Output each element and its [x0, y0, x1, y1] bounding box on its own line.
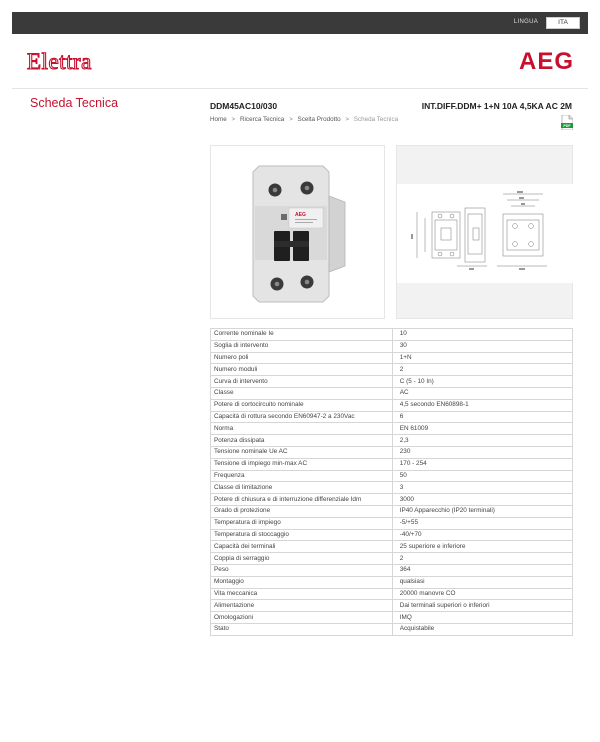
header-divider — [12, 88, 588, 89]
spec-name: Temperatura di impiego — [211, 517, 393, 529]
table-row — [211, 411, 573, 423]
spec-name: Corrente nominale Ie — [211, 329, 393, 341]
spec-value: 230 — [392, 446, 572, 458]
spec-value: 170 - 254 — [392, 458, 572, 470]
table-row — [211, 470, 573, 482]
breadcrumb-home[interactable]: Home — [210, 116, 227, 123]
spec-value: AC — [392, 387, 572, 399]
language-select[interactable]: ITA — [546, 17, 580, 29]
spec-name: Capacità di rottura secondo EN60947-2 a 230Vac — [211, 411, 393, 423]
spec-value: 1+N — [392, 352, 572, 364]
elettra-logo-text: Elettra — [27, 49, 92, 74]
breadcrumb-separator: > — [289, 116, 293, 123]
specs-table — [210, 328, 573, 636]
section-title: Scheda Tecnica — [30, 96, 119, 110]
spec-name: Potere di cortocircuito nominale — [211, 399, 393, 411]
spec-name: Curva di intervento — [211, 376, 393, 388]
spec-name: Norma — [211, 423, 393, 435]
table-row — [211, 588, 573, 600]
spec-name: Peso — [211, 564, 393, 576]
spec-value: 2 — [392, 364, 572, 376]
spec-value: qualsiasi — [392, 576, 572, 588]
table-row — [211, 458, 573, 470]
table-row — [211, 482, 573, 494]
breadcrumb-separator: > — [345, 116, 350, 123]
table-row — [211, 435, 573, 447]
spec-name: Coppia di serraggio — [211, 553, 393, 565]
table-row — [211, 576, 573, 588]
table-row — [211, 494, 573, 506]
spec-name: Alimentazione — [211, 600, 393, 612]
table-row — [211, 517, 573, 529]
spec-value: Dai terminali superiori o inferiori — [392, 600, 572, 612]
spec-value: IP40 Apparecchio (IP20 terminali) — [392, 505, 572, 517]
spec-name: Temperatura di stoccaggio — [211, 529, 393, 541]
spec-value: 25 superiore e inferiore — [392, 541, 572, 553]
table-row — [211, 541, 573, 553]
language-label: LINGUA — [513, 19, 538, 25]
spec-value: 2,3 — [392, 435, 572, 447]
table-row — [211, 564, 573, 576]
product-description: INT.DIFF.DDM+ 1+N 10A 4,5KA AC 2M — [421, 101, 572, 111]
breadcrumb — [210, 116, 401, 123]
spec-value: C (5 - 10 In) — [392, 376, 572, 388]
table-row — [211, 505, 573, 517]
spec-name: Soglia di intervento — [211, 340, 393, 352]
svg-text:PDF: PDF — [563, 124, 571, 128]
table-row — [211, 553, 573, 565]
spec-value: -5/+55 — [392, 517, 572, 529]
spec-value: 2 — [392, 553, 572, 565]
spec-value: 50 — [392, 470, 572, 482]
table-row — [211, 446, 573, 458]
spec-name: Stato — [211, 623, 393, 635]
spec-value: 30 — [392, 340, 572, 352]
table-row — [211, 612, 573, 624]
table-row — [211, 600, 573, 612]
spec-name: Tensione nominale Ue AC — [211, 446, 393, 458]
table-row — [211, 340, 573, 352]
spec-name: Vita meccanica — [211, 588, 393, 600]
spec-name: Tensione di impiego min-max AC — [211, 458, 393, 470]
spec-value: -40/+70 — [392, 529, 572, 541]
dimension-drawing-svg — [397, 184, 574, 283]
spec-name: Omologazioni — [211, 612, 393, 624]
spec-name: Capacità dei terminali — [211, 541, 393, 553]
table-row — [211, 623, 573, 635]
spec-name: Numero poli — [211, 352, 393, 364]
spec-name: Classe — [211, 387, 393, 399]
table-row — [211, 399, 573, 411]
top-bar — [12, 12, 588, 34]
spec-value: IMQ — [392, 612, 572, 624]
spec-value: Acquistabile — [392, 623, 572, 635]
breaker-illustration — [211, 146, 386, 320]
pdf-download-icon[interactable] — [561, 115, 573, 130]
spec-name: Potere di chiusura e di interruzione differenziale Idm — [211, 494, 393, 506]
table-row — [211, 329, 573, 341]
breadcrumb-separator: > — [231, 116, 236, 123]
spec-value: 3 — [392, 482, 572, 494]
spec-value: 6 — [392, 411, 572, 423]
spec-value: 20000 manovre CO — [392, 588, 572, 600]
product-code: DDM45AC10/030 — [210, 101, 278, 111]
table-row — [211, 352, 573, 364]
spec-value: 4,5 secondo EN60898-1 — [392, 399, 572, 411]
spec-value: 364 — [392, 564, 572, 576]
spec-value: 3000 — [392, 494, 572, 506]
spec-name: Numero moduli — [211, 364, 393, 376]
spec-name: Classe di limitazione — [211, 482, 393, 494]
breaker-aeg-label: AEG — [295, 212, 306, 218]
table-row — [211, 423, 573, 435]
spec-name: Montaggio — [211, 576, 393, 588]
spec-name: Potenza dissipata — [211, 435, 393, 447]
spec-name: Grado di protezione — [211, 505, 393, 517]
product-photo[interactable] — [210, 145, 385, 319]
table-row — [211, 376, 573, 388]
dimension-drawing[interactable] — [396, 145, 573, 319]
breadcrumb-current: Scheda Tecnica — [353, 116, 399, 123]
table-row — [211, 387, 573, 399]
spec-name: Frequenza — [211, 470, 393, 482]
spec-value: 10 — [392, 329, 572, 341]
breadcrumb-ricerca[interactable]: Ricerca Tecnica — [239, 116, 285, 123]
elettra-logo[interactable] — [26, 47, 128, 77]
spec-value: EN 61009 — [392, 423, 572, 435]
table-row — [211, 364, 573, 376]
breadcrumb-scelta[interactable]: Scelta Prodotto — [297, 116, 341, 123]
aeg-logo[interactable]: AEG — [518, 48, 574, 75]
table-row — [211, 529, 573, 541]
